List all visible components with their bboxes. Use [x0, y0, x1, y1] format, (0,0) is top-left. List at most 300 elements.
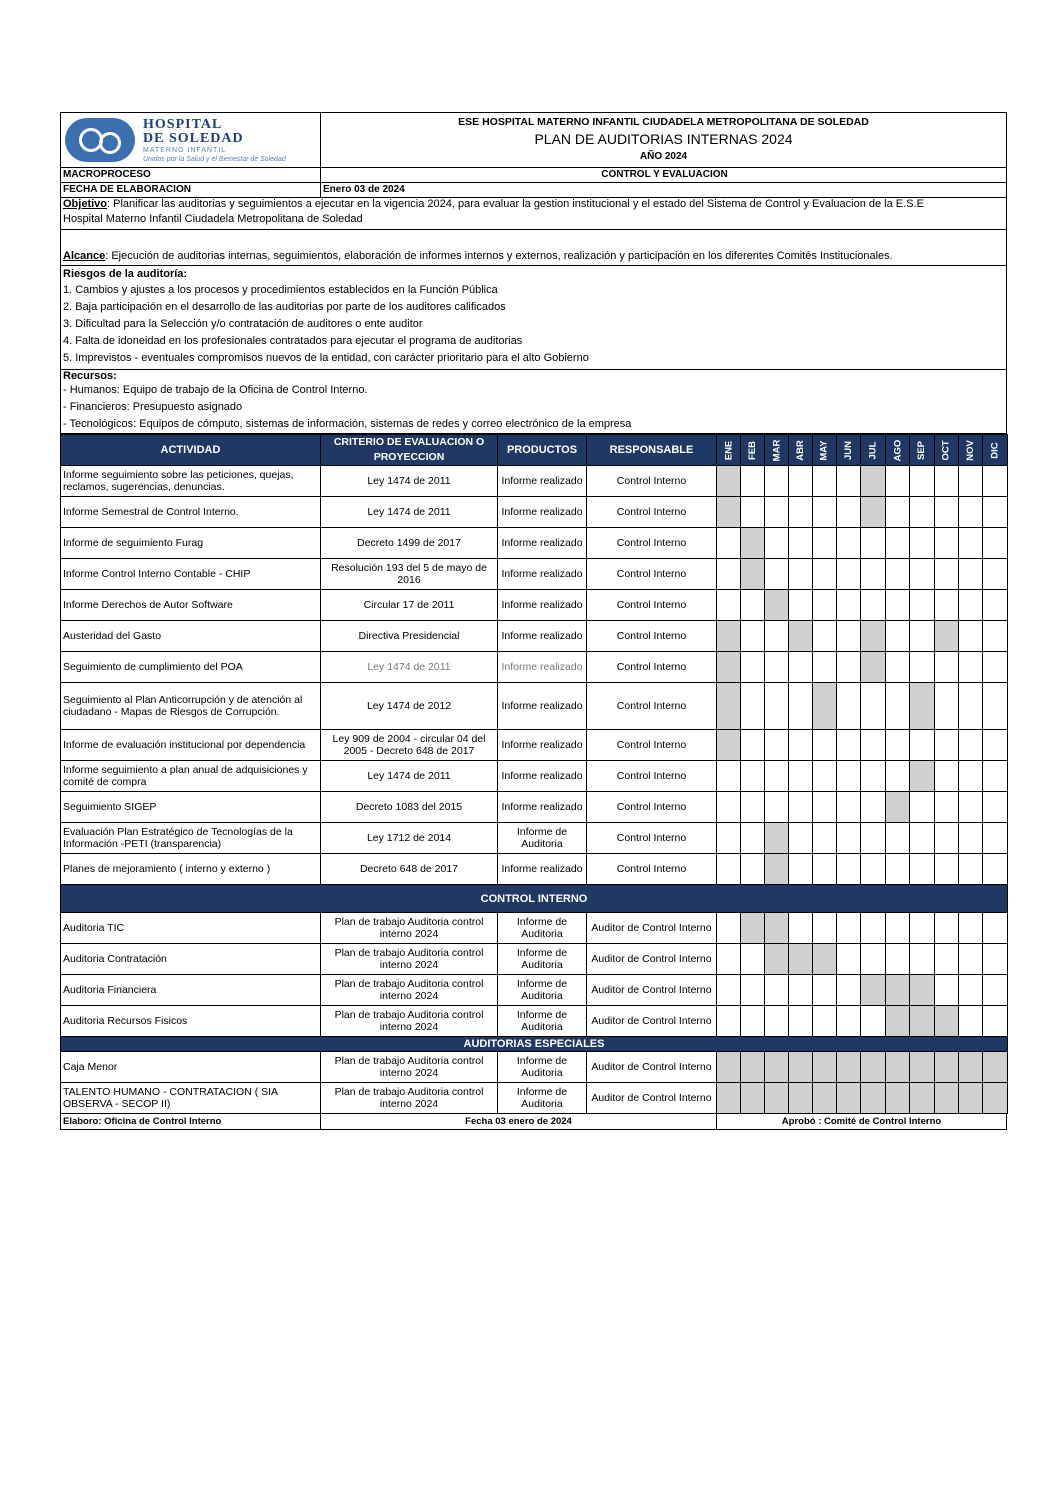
- macroproceso-row: [60, 168, 1007, 183]
- month-cell: [741, 792, 765, 823]
- macro-label: MACROPROCESO: [61, 168, 321, 182]
- criterio-cell: Ley 909 de 2004 - circular 04 del 2005 - Decreto 648 de 2017: [321, 730, 498, 761]
- month-cell: [789, 730, 813, 761]
- actividad-cell: Seguimiento SIGEP: [61, 792, 321, 823]
- producto-cell: Informe realizado: [498, 730, 587, 761]
- logo-line1: HOSPITAL: [143, 116, 223, 132]
- month-cell: [983, 528, 1008, 559]
- table-row: [61, 1006, 1008, 1037]
- section-title: AUDITORIAS ESPECIALES: [61, 1037, 1008, 1052]
- producto-cell: Informe de Auditoria: [498, 944, 587, 975]
- responsable-cell: Control Interno: [587, 528, 717, 559]
- table-row: [61, 730, 1008, 761]
- month-cell-scheduled: [861, 1083, 886, 1114]
- month-cell: [741, 683, 765, 730]
- month-cell: [959, 730, 983, 761]
- month-cell: [935, 559, 959, 590]
- month-cell: [813, 466, 837, 497]
- table-row: [61, 559, 1008, 590]
- month-label: MAR: [770, 439, 782, 462]
- month-cell: [910, 913, 935, 944]
- col-criterio: CRITERIO DE EVALUACION O PROYECCION: [321, 435, 498, 466]
- month-cell: [813, 823, 837, 854]
- month-cell: [717, 975, 741, 1006]
- month-cell: [765, 761, 789, 792]
- month-cell: [886, 761, 910, 792]
- month-cell: [959, 528, 983, 559]
- month-cell: [813, 1006, 837, 1037]
- month-cell-scheduled: [717, 497, 741, 528]
- month-cell: [813, 975, 837, 1006]
- month-cell: [910, 621, 935, 652]
- actividad-cell: Seguimiento de cumplimiento del POA: [61, 652, 321, 683]
- month-cell: [717, 913, 741, 944]
- month-cell-scheduled: [935, 1052, 959, 1083]
- month-cell-scheduled: [910, 761, 935, 792]
- month-cell: [910, 652, 935, 683]
- month-cell: [959, 761, 983, 792]
- month-cell: [861, 590, 886, 621]
- month-cell: [765, 621, 789, 652]
- month-cell: [886, 854, 910, 885]
- col-month: [886, 435, 910, 466]
- month-cell-scheduled: [861, 466, 886, 497]
- month-cell: [861, 761, 886, 792]
- month-cell: [886, 944, 910, 975]
- month-cell: [910, 792, 935, 823]
- col-month: [861, 435, 886, 466]
- fecha-row: [60, 183, 1007, 198]
- month-cell: [789, 792, 813, 823]
- month-cell-scheduled: [910, 1006, 935, 1037]
- month-cell: [910, 730, 935, 761]
- month-cell: [935, 497, 959, 528]
- producto-cell: Informe realizado: [498, 854, 587, 885]
- riesgo-item: 5. Imprevistos - eventuales compromisos nuevos de la entidad, con carácter prioritario para el alto Gobierno: [63, 352, 589, 364]
- month-cell: [789, 590, 813, 621]
- producto-cell: Informe realizado: [498, 590, 587, 621]
- month-cell-scheduled: [717, 1052, 741, 1083]
- month-cell: [741, 590, 765, 621]
- table-row: [61, 683, 1008, 730]
- criterio-cell: Directiva Presidencial: [321, 621, 498, 652]
- month-cell: [959, 975, 983, 1006]
- month-label: JUN: [842, 440, 854, 461]
- month-cell-scheduled: [765, 913, 789, 944]
- responsable-cell: Auditor de Control Interno: [587, 944, 717, 975]
- month-cell: [935, 823, 959, 854]
- month-cell-scheduled: [741, 528, 765, 559]
- month-cell: [717, 559, 741, 590]
- page-title: PLAN DE AUDITORIAS INTERNAS 2024: [534, 131, 793, 147]
- month-cell: [741, 761, 765, 792]
- month-cell-scheduled: [789, 1052, 813, 1083]
- plan-sheet: [60, 112, 1007, 1130]
- month-cell: [765, 1006, 789, 1037]
- producto-cell: Informe realizado: [498, 466, 587, 497]
- month-cell: [765, 652, 789, 683]
- month-cell: [741, 1006, 765, 1037]
- month-cell: [959, 590, 983, 621]
- section-title: CONTROL INTERNO: [61, 885, 1008, 913]
- month-cell: [741, 466, 765, 497]
- criterio-cell: Ley 1474 de 2011: [321, 466, 498, 497]
- month-cell-scheduled: [789, 621, 813, 652]
- month-cell-scheduled: [983, 1083, 1008, 1114]
- actividad-cell: TALENTO HUMANO - CONTRATACION ( SIA OBSERVA - SECOP II): [61, 1083, 321, 1114]
- producto-cell: Informe realizado: [498, 761, 587, 792]
- audit-plan-table: [60, 434, 1008, 1114]
- month-cell: [765, 975, 789, 1006]
- month-cell: [717, 823, 741, 854]
- month-cell: [983, 590, 1008, 621]
- month-cell: [959, 1006, 983, 1037]
- month-cell-scheduled: [789, 1083, 813, 1114]
- month-cell-scheduled: [886, 975, 910, 1006]
- month-label: NOV: [965, 440, 976, 461]
- month-cell: [959, 792, 983, 823]
- actividad-cell: Informe Control Interno Contable - CHIP: [61, 559, 321, 590]
- month-cell: [886, 497, 910, 528]
- col-month: [983, 435, 1008, 466]
- month-cell: [741, 854, 765, 885]
- table-row: [61, 854, 1008, 885]
- month-cell: [813, 761, 837, 792]
- month-cell: [837, 761, 861, 792]
- month-cell: [837, 823, 861, 854]
- month-cell: [935, 944, 959, 975]
- month-cell-scheduled: [959, 1052, 983, 1083]
- month-cell: [789, 466, 813, 497]
- month-cell-scheduled: [741, 1083, 765, 1114]
- month-cell-scheduled: [910, 1083, 935, 1114]
- month-cell: [886, 823, 910, 854]
- month-cell: [861, 944, 886, 975]
- logo-line2: DE SOLEDAD: [143, 130, 244, 146]
- month-cell-scheduled: [813, 1083, 837, 1114]
- month-cell: [741, 730, 765, 761]
- actividad-cell: Auditoria Financiera: [61, 975, 321, 1006]
- objetivo-text-2: Hospital Materno Infantil Ciudadela Metropolitana de Soledad: [63, 213, 363, 225]
- month-cell-scheduled: [765, 1083, 789, 1114]
- criterio-cell: Plan de trabajo Auditoria control interno 2024: [321, 944, 498, 975]
- month-cell-scheduled: [935, 621, 959, 652]
- month-cell: [983, 975, 1008, 1006]
- month-cell: [886, 559, 910, 590]
- month-cell: [983, 792, 1008, 823]
- responsable-cell: Control Interno: [587, 466, 717, 497]
- criterio-cell: Ley 1474 de 2011: [321, 761, 498, 792]
- month-label: ABR: [795, 440, 806, 461]
- producto-cell: Informe realizado: [498, 528, 587, 559]
- month-cell: [813, 652, 837, 683]
- month-cell-scheduled: [717, 1083, 741, 1114]
- responsable-cell: Auditor de Control Interno: [587, 975, 717, 1006]
- month-cell: [789, 913, 813, 944]
- actividad-cell: Informe Semestral de Control Interno.: [61, 497, 321, 528]
- month-cell: [789, 854, 813, 885]
- month-cell: [886, 621, 910, 652]
- month-cell: [765, 792, 789, 823]
- actividad-cell: Informe de evaluación institucional por dependencia: [61, 730, 321, 761]
- month-cell: [789, 497, 813, 528]
- month-cell: [741, 652, 765, 683]
- actividad-cell: Informe de seguimiento Furag: [61, 528, 321, 559]
- month-cell: [717, 944, 741, 975]
- table-row: [61, 528, 1008, 559]
- month-cell: [983, 761, 1008, 792]
- macro-value: CONTROL Y EVALUACION: [601, 169, 728, 180]
- responsable-cell: Control Interno: [587, 730, 717, 761]
- month-cell-scheduled: [886, 792, 910, 823]
- date-label: FECHA DE ELABORACION: [61, 183, 321, 197]
- month-cell: [837, 528, 861, 559]
- month-cell: [837, 559, 861, 590]
- riesgos-label: Riesgos de la auditoría:: [63, 268, 188, 280]
- month-cell: [935, 590, 959, 621]
- month-cell: [813, 559, 837, 590]
- month-cell-scheduled: [910, 683, 935, 730]
- alcance-label: Alcance: [63, 250, 106, 262]
- section-row: [61, 885, 1008, 913]
- actividad-cell: Informe seguimiento a plan anual de adquisiciones y comité de compra: [61, 761, 321, 792]
- riesgo-item: 3. Dificultad para la Selección y/o contratación de auditores o ente auditor: [63, 318, 423, 330]
- month-cell: [886, 652, 910, 683]
- month-cell: [717, 854, 741, 885]
- month-cell-scheduled: [886, 1052, 910, 1083]
- month-cell: [935, 761, 959, 792]
- month-cell: [861, 913, 886, 944]
- producto-cell: Informe de Auditoria: [498, 975, 587, 1006]
- month-cell: [741, 975, 765, 1006]
- month-cell: [935, 975, 959, 1006]
- table-row: [61, 652, 1008, 683]
- month-cell: [717, 761, 741, 792]
- month-cell-scheduled: [813, 683, 837, 730]
- month-cell-scheduled: [910, 975, 935, 1006]
- month-cell: [837, 975, 861, 1006]
- criterio-cell: Plan de trabajo Auditoria control interno 2024: [321, 913, 498, 944]
- month-cell: [983, 913, 1008, 944]
- recurso-item: - Humanos: Equipo de trabajo de la Oficina de Control Interno.: [63, 384, 368, 396]
- table-row: [61, 944, 1008, 975]
- criterio-cell: Ley 1474 de 2011: [321, 497, 498, 528]
- month-cell: [910, 528, 935, 559]
- responsable-cell: Auditor de Control Interno: [587, 913, 717, 944]
- month-cell-scheduled: [861, 497, 886, 528]
- col-month: [959, 435, 983, 466]
- table-row: [61, 792, 1008, 823]
- month-cell: [983, 730, 1008, 761]
- month-cell: [910, 559, 935, 590]
- responsable-cell: Control Interno: [587, 761, 717, 792]
- month-cell: [789, 683, 813, 730]
- responsable-cell: Auditor de Control Interno: [587, 1052, 717, 1083]
- month-cell-scheduled: [741, 559, 765, 590]
- month-cell-scheduled: [789, 944, 813, 975]
- month-cell-scheduled: [765, 1052, 789, 1083]
- col-responsable: RESPONSABLE: [587, 435, 717, 466]
- month-cell: [813, 621, 837, 652]
- responsable-cell: Auditor de Control Interno: [587, 1006, 717, 1037]
- table-row: [61, 497, 1008, 528]
- month-cell: [861, 730, 886, 761]
- footer-aprobo: Aprobó : Comité de Control Interno: [781, 1116, 942, 1127]
- criterio-cell: Plan de trabajo Auditoria control interno 2024: [321, 1052, 498, 1083]
- criterio-cell: Ley 1474 de 2011: [321, 652, 498, 683]
- month-cell: [813, 854, 837, 885]
- month-cell: [910, 497, 935, 528]
- month-cell: [910, 466, 935, 497]
- criterio-cell: Decreto 648 de 2017: [321, 854, 498, 885]
- month-label: JUL: [867, 441, 879, 460]
- month-cell: [717, 528, 741, 559]
- month-cell-scheduled: [886, 1083, 910, 1114]
- month-cell-scheduled: [935, 1083, 959, 1114]
- month-label: FEB: [747, 441, 758, 460]
- month-cell: [910, 854, 935, 885]
- criterio-cell: Resolución 193 del 5 de mayo de 2016: [321, 559, 498, 590]
- month-cell: [959, 683, 983, 730]
- month-cell-scheduled: [861, 621, 886, 652]
- month-cell: [910, 823, 935, 854]
- month-cell: [861, 823, 886, 854]
- col-month: [717, 435, 741, 466]
- hospital-logo: [61, 113, 321, 167]
- month-cell-scheduled: [717, 466, 741, 497]
- month-cell: [837, 1006, 861, 1037]
- actividad-cell: Evaluación Plan Estratégico de Tecnologías de la Información -PETI (transparencia): [61, 823, 321, 854]
- month-cell-scheduled: [861, 652, 886, 683]
- document-header: [60, 112, 1007, 168]
- month-cell: [959, 854, 983, 885]
- year-label: AÑO 2024: [639, 151, 688, 162]
- month-cell: [717, 1006, 741, 1037]
- month-cell: [886, 913, 910, 944]
- col-month: [765, 435, 789, 466]
- objetivo-text: : Planificar las auditorias y seguimientos a ejecutar en la vigencia 2024, para evaluar la gestion institucional y el estado del Sistema de Control y Evaluacion de la E.S.E: [107, 198, 924, 210]
- responsable-cell: Auditor de Control Interno: [587, 1083, 717, 1114]
- riesgo-item: 4. Falta de idoneidad en los profesionales contratados para ejecutar el programa de auditorias: [63, 335, 523, 347]
- month-cell: [935, 652, 959, 683]
- month-cell: [765, 683, 789, 730]
- month-cell: [765, 528, 789, 559]
- month-cell: [959, 823, 983, 854]
- producto-cell: Informe realizado: [498, 652, 587, 683]
- month-cell: [983, 621, 1008, 652]
- month-cell: [861, 1006, 886, 1037]
- criterio-cell: Plan de trabajo Auditoria control interno 2024: [321, 1083, 498, 1114]
- month-label: DIC: [989, 442, 1001, 459]
- month-cell: [813, 792, 837, 823]
- table-row: [61, 1083, 1008, 1114]
- criterio-cell: Decreto 1083 del 2015: [321, 792, 498, 823]
- table-row: [61, 975, 1008, 1006]
- footer-elaboro: Elaboro: Oficina de Control Interno: [61, 1114, 321, 1129]
- criterio-cell: Decreto 1499 de 2017: [321, 528, 498, 559]
- table-row: [61, 823, 1008, 854]
- col-month: [910, 435, 935, 466]
- section-row: [61, 1037, 1008, 1052]
- actividad-cell: Caja Menor: [61, 1052, 321, 1083]
- responsable-cell: Control Interno: [587, 792, 717, 823]
- date-value: Enero 03 de 2024: [323, 184, 405, 195]
- month-cell-scheduled: [717, 730, 741, 761]
- month-label: OCT: [941, 440, 952, 461]
- alcance-text: : Ejecución de auditorias internas, seguimientos, elaboración de informes internos y externos, realización y participación en los diferentes Comités Institucionales.: [105, 250, 893, 262]
- month-cell-scheduled: [717, 621, 741, 652]
- month-cell: [861, 683, 886, 730]
- producto-cell: Informe de Auditoria: [498, 1083, 587, 1114]
- month-cell: [813, 913, 837, 944]
- producto-cell: Informe de Auditoria: [498, 1052, 587, 1083]
- actividad-cell: Auditoria Recursos Fisicos: [61, 1006, 321, 1037]
- month-cell: [935, 792, 959, 823]
- month-cell: [886, 730, 910, 761]
- month-cell-scheduled: [837, 1083, 861, 1114]
- month-cell: [983, 466, 1008, 497]
- month-cell-scheduled: [741, 1052, 765, 1083]
- month-cell-scheduled: [861, 1052, 886, 1083]
- month-cell: [861, 559, 886, 590]
- month-cell: [837, 683, 861, 730]
- responsable-cell: Control Interno: [587, 590, 717, 621]
- month-cell: [935, 466, 959, 497]
- month-cell: [959, 652, 983, 683]
- month-cell: [837, 590, 861, 621]
- producto-cell: Informe de Auditoria: [498, 1006, 587, 1037]
- responsable-cell: Control Interno: [587, 559, 717, 590]
- criterio-cell: Ley 1474 de 2012: [321, 683, 498, 730]
- month-cell: [837, 652, 861, 683]
- producto-cell: Informe realizado: [498, 792, 587, 823]
- month-cell: [789, 652, 813, 683]
- col-month: [741, 435, 765, 466]
- month-cell: [910, 944, 935, 975]
- month-cell: [983, 854, 1008, 885]
- responsable-cell: Control Interno: [587, 854, 717, 885]
- col-month: [813, 435, 837, 466]
- month-cell-scheduled: [910, 1052, 935, 1083]
- logo-line3: MATERNO INFANTIL: [143, 146, 227, 154]
- criterio-cell: Plan de trabajo Auditoria control interno 2024: [321, 1006, 498, 1037]
- col-actividad: ACTIVIDAD: [61, 435, 321, 466]
- month-cell: [813, 590, 837, 621]
- month-cell: [935, 730, 959, 761]
- month-cell: [959, 621, 983, 652]
- month-cell-scheduled: [717, 683, 741, 730]
- responsable-cell: Control Interno: [587, 621, 717, 652]
- month-cell: [837, 466, 861, 497]
- month-cell: [717, 792, 741, 823]
- month-cell: [765, 730, 789, 761]
- month-cell: [789, 559, 813, 590]
- criterio-cell: Circular 17 de 2011: [321, 590, 498, 621]
- month-label: SEP: [916, 440, 928, 461]
- objetivo-block: [60, 198, 1007, 230]
- month-cell: [837, 792, 861, 823]
- month-label: AGO: [891, 439, 903, 462]
- table-row: [61, 590, 1008, 621]
- month-cell-scheduled: [765, 823, 789, 854]
- criterio-cell: Ley 1712 de 2014: [321, 823, 498, 854]
- col-month: [935, 435, 959, 466]
- table-row: [61, 761, 1008, 792]
- producto-cell: Informe realizado: [498, 559, 587, 590]
- month-cell: [935, 683, 959, 730]
- month-cell: [837, 854, 861, 885]
- month-cell: [983, 683, 1008, 730]
